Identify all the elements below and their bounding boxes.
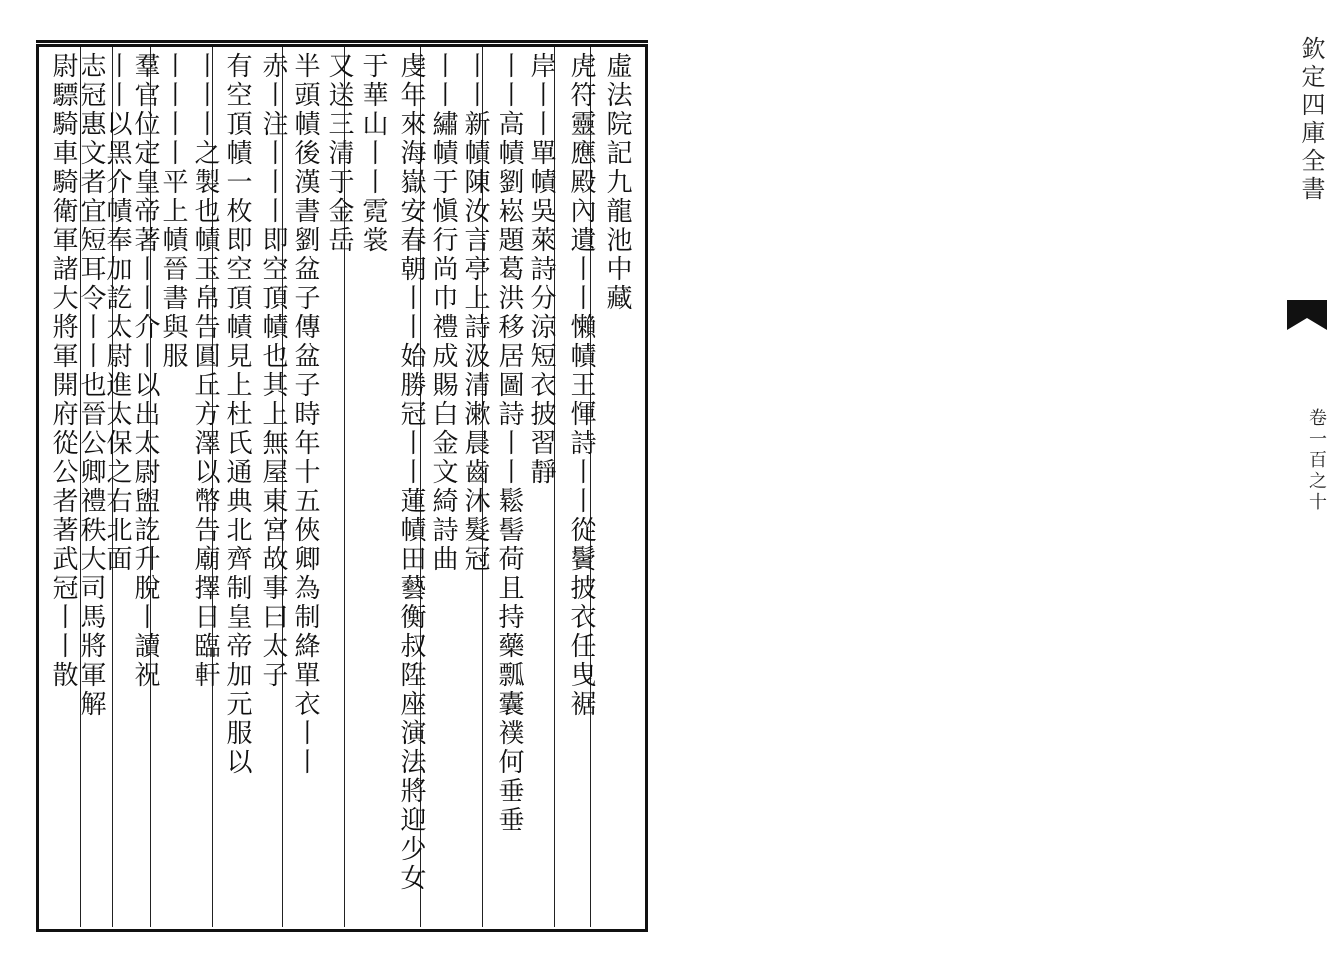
book-title: 欽定四庫全書 [1297, 36, 1325, 204]
text-column-13: 丨丨丨之製也幘玉帛告圓丘方澤以幣告廟擇日臨軒 [190, 52, 220, 690]
page-top-rule [36, 40, 648, 43]
text-column-1: 虛法院記九龍池中藏 [602, 52, 632, 313]
text-column-10: 半頭幘後漢書劉盆子傳盆子時年十五俠卿為制絳單衣丨丨 [290, 52, 320, 777]
text-column-15: 羣官位定皇帝著丨丨介丨以出太尉盥訖升脫丨讀祝 [130, 52, 160, 690]
text-column-7: 虔年來海嶽安春朝丨丨始勝冠丨丨蓮幘田藝衡叔陞座演法將迎少女 [396, 52, 426, 893]
text-column-12: 有空頂幘一枚即空頂幘見上杜氏通典北齊制皇帝加元服以 [222, 52, 252, 777]
text-column-11: 赤丨注丨丨丨即空頂幘也其上無屋東宮故事曰太子 [258, 52, 288, 690]
page-margin [645, 0, 1327, 971]
fishtail-mark-icon [1287, 300, 1327, 330]
text-column-17: 志冠惠文者宜短耳令丨丨也晉公卿禮秩大司馬將軍解 [76, 52, 106, 719]
text-column-18: 尉驃騎車騎衛軍諸大將軍開府從公者著武冠丨丨散 [48, 52, 78, 690]
volume-label: 卷一百之十 [1306, 408, 1327, 513]
text-column-6: 丨丨繡幘于愼行尚巾禮成賜白金文綺詩曲 [428, 52, 458, 574]
text-column-14: 丨丨丨丨平上幘晉書與服 [158, 52, 188, 371]
text-column-9: 又送三清于金岳 [324, 52, 354, 255]
text-column-4: 丨丨高幘劉崧題葛洪移居圖詩丨丨鬆髻荷且持藥瓢囊襆何垂垂 [494, 52, 524, 835]
text-column-3: 岸丨丨單幘吳萊詩分涼短衣披習靜 [526, 52, 556, 487]
text-column-16: 丨丨以黑介幘奉加訖太尉進太保之右北面 [102, 52, 132, 574]
text-column-2: 虎符靈應殿內遺丨丨懶幘王惲詩丨丨從鬢披衣任曳裾 [566, 52, 596, 719]
text-column-5: 丨丨新幘陳汝言亭上詩汲清漱晨齒沐髮冠 [460, 52, 490, 574]
text-column-8: 于華山丨丨霓裳 [358, 52, 388, 255]
